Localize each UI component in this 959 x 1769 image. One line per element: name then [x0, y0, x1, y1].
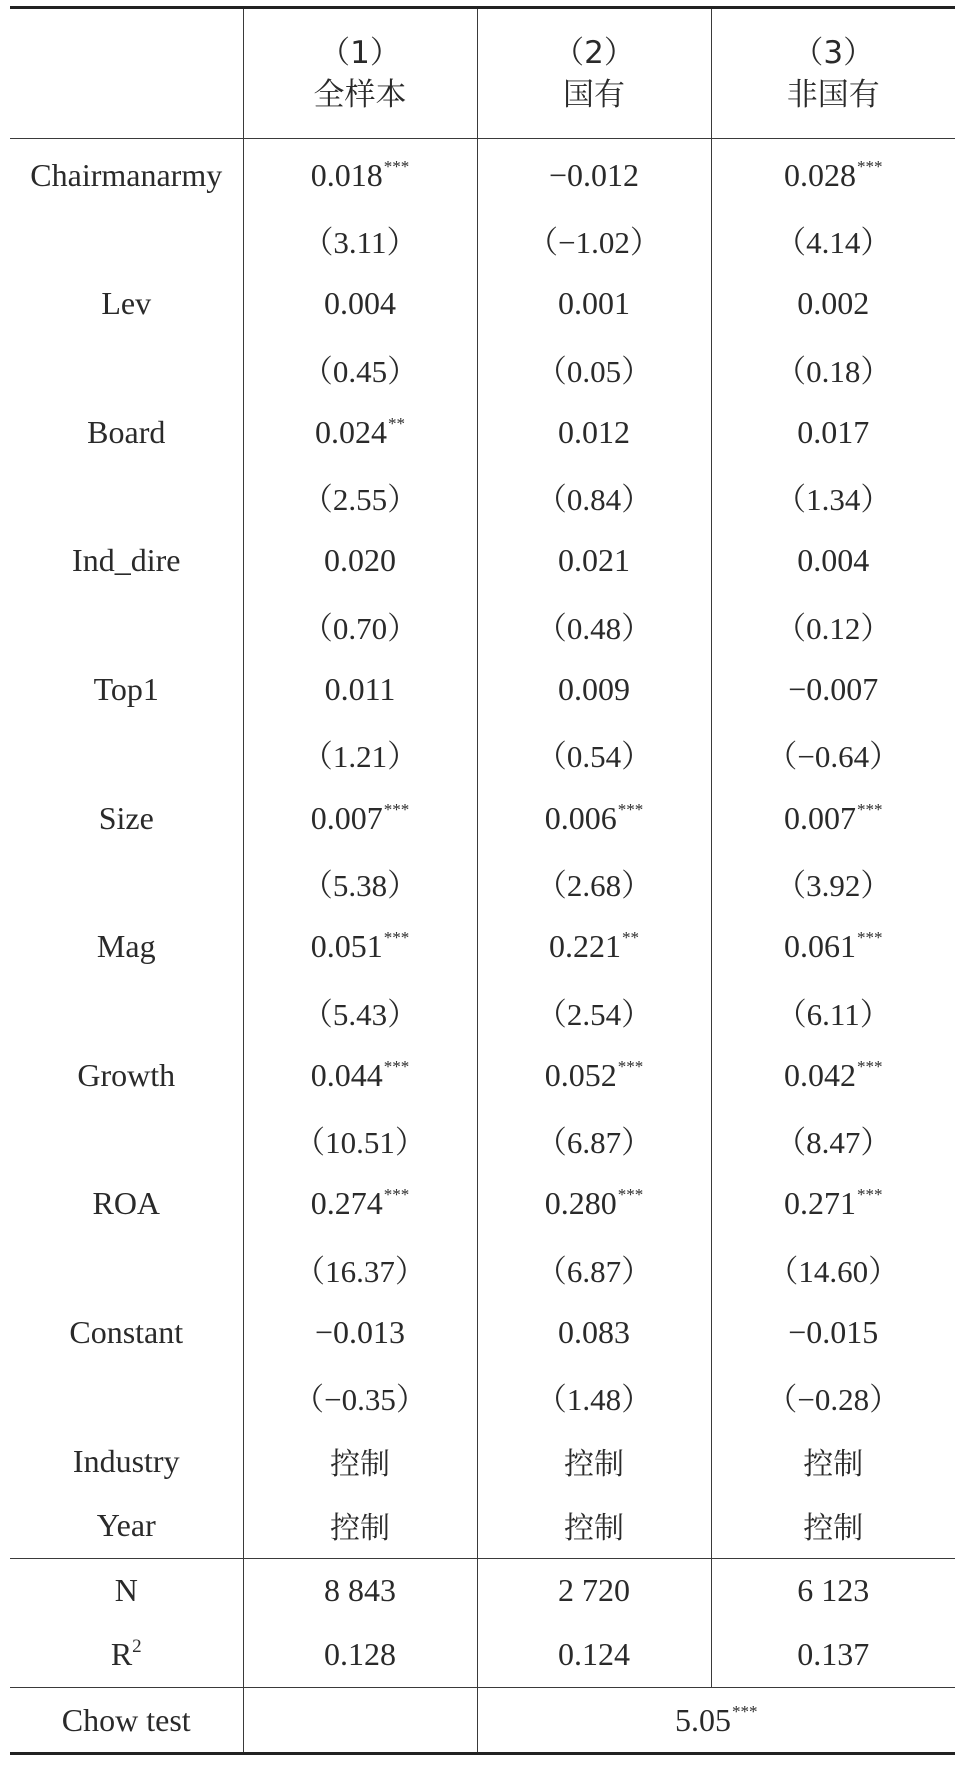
r-squared-cell: 0.137: [711, 1623, 955, 1688]
variable-name: Top1: [93, 671, 159, 708]
header-col-3-number: （3）: [792, 34, 875, 71]
t-stat-row: [10, 979, 955, 1043]
t-stat-row: [10, 1236, 955, 1300]
coef-value: 0.274: [310, 1185, 383, 1222]
coef-row: [10, 272, 955, 336]
coef-row: [10, 400, 955, 464]
t-stat-row: [10, 464, 955, 528]
t-stat-cell: （10.51）: [243, 1107, 477, 1171]
control-status-cell: 控制: [243, 1493, 477, 1558]
coef-value: 0.024: [315, 413, 387, 450]
t-stat-row: [10, 722, 955, 786]
t-stat-label-cell: [10, 979, 243, 1043]
t-stat-cell: （0.12）: [711, 593, 955, 657]
t-stat-cell: （0.84）: [477, 464, 711, 528]
t-stat-cell: （3.92）: [711, 850, 955, 914]
significance-stars: ***: [383, 799, 410, 819]
t-stat-cell: （14.60）: [711, 1236, 955, 1300]
coef-cell: [711, 1172, 955, 1236]
coef-value: 0.021: [558, 542, 630, 579]
coef-cell: [477, 915, 711, 979]
variable-name: Board: [87, 413, 166, 450]
t-stat-cell: （6.11）: [711, 979, 955, 1043]
coef-cell: [711, 657, 955, 721]
observations-cell: 2 720: [477, 1558, 711, 1623]
header-col-1-number: （1）: [319, 34, 401, 71]
coef-cell: [477, 529, 711, 593]
header-col-2-number: （2）: [553, 34, 635, 71]
t-stat-label-cell: [10, 336, 243, 400]
significance-stars: ***: [857, 928, 883, 948]
coef-cell: [711, 1300, 955, 1364]
significance-stars: ***: [857, 156, 883, 176]
t-stat-cell: （0.48）: [477, 593, 711, 657]
regression-table-container: [10, 6, 955, 1755]
coef-cell: [711, 400, 955, 464]
chow-test-row: [10, 1688, 955, 1754]
coef-value: 0.083: [558, 1313, 630, 1350]
coef-cell: [243, 915, 477, 979]
t-stat-label-cell: [10, 593, 243, 657]
coef-cell: [711, 915, 955, 979]
coef-cell: [477, 657, 711, 721]
coef-cell: [711, 529, 955, 593]
control-status-cell: 控制: [243, 1429, 477, 1493]
coef-row: [10, 139, 955, 208]
coef-cell: [477, 272, 711, 336]
t-stat-cell: （2.68）: [477, 850, 711, 914]
coef-cell: [477, 400, 711, 464]
chow-test-value: 5.05: [675, 1701, 731, 1738]
coef-value: 0.044: [310, 1056, 383, 1093]
header-variable-cell: [10, 8, 243, 139]
t-stat-cell: （1.34）: [711, 464, 955, 528]
t-stat-cell: （8.47）: [711, 1107, 955, 1171]
coef-value: 0.271: [784, 1185, 856, 1222]
coef-row: [10, 529, 955, 593]
significance-stars: ***: [857, 1185, 883, 1205]
significance-stars: ***: [617, 799, 644, 819]
variable-name: Chairmanarmy: [30, 156, 223, 193]
variable-name: ROA: [92, 1185, 161, 1222]
regression-table: [10, 6, 955, 1755]
r-squared-cell: 0.124: [477, 1623, 711, 1688]
t-stat-cell: （2.54）: [477, 979, 711, 1043]
coef-cell: [711, 139, 955, 208]
t-stat-row: [10, 1365, 955, 1429]
coef-cell: [243, 400, 477, 464]
t-stat-cell: （−0.28）: [711, 1365, 955, 1429]
observations-row: [10, 1558, 955, 1623]
t-stat-row: [10, 207, 955, 271]
coef-cell: [243, 1172, 477, 1236]
significance-stars: ***: [732, 1701, 758, 1721]
observations-cell: 6 123: [711, 1558, 955, 1623]
t-stat-label-cell: [10, 464, 243, 528]
coef-value: −0.007: [788, 671, 879, 708]
coef-value: 0.004: [797, 542, 870, 579]
significance-stars: **: [622, 928, 639, 948]
header-col-1: [243, 8, 477, 139]
coef-value: 0.042: [784, 1056, 856, 1093]
control-variable-name: Year: [96, 1506, 156, 1543]
significance-stars: ***: [857, 799, 883, 819]
coef-value: 0.020: [324, 542, 396, 579]
coef-value: 0.052: [544, 1056, 617, 1093]
r-squared-label: R: [110, 1636, 133, 1673]
t-stat-cell: （0.70）: [243, 593, 477, 657]
coef-cell: [711, 786, 955, 850]
coef-value: 0.001: [558, 285, 630, 322]
t-stat-cell: （16.37）: [243, 1236, 477, 1300]
coef-value: 0.221: [549, 928, 621, 965]
variable-name: Growth: [77, 1056, 176, 1093]
significance-stars: ***: [383, 1056, 410, 1076]
significance-stars: ***: [617, 1056, 644, 1076]
coef-value: 0.061: [784, 928, 856, 965]
header-col-3: [711, 8, 955, 139]
t-stat-row: [10, 336, 955, 400]
t-stat-cell: （0.54）: [477, 722, 711, 786]
significance-stars: ***: [383, 156, 410, 176]
control-status-cell: 控制: [711, 1493, 955, 1558]
coef-cell: [477, 139, 711, 208]
coef-cell: [243, 139, 477, 208]
control-row: [10, 1429, 955, 1493]
coef-value: 0.002: [797, 285, 870, 322]
control-status-cell: 控制: [711, 1429, 955, 1493]
significance-stars: ***: [383, 1185, 410, 1205]
coef-cell: [477, 1300, 711, 1364]
t-stat-cell: （0.05）: [477, 336, 711, 400]
r-squared-label-cell: [10, 1623, 243, 1688]
t-stat-label-cell: [10, 1107, 243, 1171]
r-squared-row: [10, 1623, 955, 1688]
coef-cell: [243, 1300, 477, 1364]
t-stat-cell: （−1.02）: [477, 207, 711, 271]
variable-name: Mag: [96, 928, 156, 965]
significance-stars: ***: [857, 1056, 883, 1076]
coef-value: 0.011: [324, 671, 396, 708]
coef-value: 0.280: [544, 1185, 617, 1222]
observations-cell: 8 843: [243, 1558, 477, 1623]
chow-test-label: Chow test: [10, 1688, 243, 1754]
coef-value: −0.015: [788, 1313, 879, 1350]
coef-value: 0.007: [784, 799, 856, 836]
t-stat-cell: （−0.64）: [711, 722, 955, 786]
header-col-2: [477, 8, 711, 139]
coef-row: [10, 915, 955, 979]
coef-cell: [477, 786, 711, 850]
control-status-cell: 控制: [477, 1493, 711, 1558]
t-stat-cell: （−0.35）: [243, 1365, 477, 1429]
coef-cell: [711, 1043, 955, 1107]
coef-cell: [243, 272, 477, 336]
t-stat-cell: （4.14）: [711, 207, 955, 271]
header-col-1-label: 全样本: [313, 76, 407, 113]
r-squared-cell: 0.128: [243, 1623, 477, 1688]
t-stat-label-cell: [10, 207, 243, 271]
coef-value: 0.007: [310, 799, 383, 836]
chow-test-value-cell: [477, 1688, 955, 1754]
coef-row: [10, 1300, 955, 1364]
coef-value: −0.013: [314, 1313, 406, 1350]
coef-cell: [243, 529, 477, 593]
header-col-2-label: 国有: [563, 76, 625, 113]
t-stat-row: [10, 1107, 955, 1171]
coef-cell: [711, 272, 955, 336]
coef-value: −0.012: [548, 156, 640, 193]
coef-row: [10, 1172, 955, 1236]
t-stat-label-cell: [10, 1365, 243, 1429]
significance-stars: ***: [617, 1185, 644, 1205]
chow-test-empty-cell: [243, 1688, 477, 1754]
coef-cell: [477, 1172, 711, 1236]
t-stat-cell: （0.45）: [243, 336, 477, 400]
t-stat-row: [10, 850, 955, 914]
coef-value: 0.017: [797, 413, 870, 450]
control-row: [10, 1493, 955, 1558]
t-stat-cell: （6.87）: [477, 1236, 711, 1300]
t-stat-cell: （5.43）: [243, 979, 477, 1043]
coef-value: 0.028: [784, 156, 856, 193]
coef-value: 0.006: [544, 799, 617, 836]
coef-value: 0.018: [310, 156, 383, 193]
t-stat-cell: （6.87）: [477, 1107, 711, 1171]
coef-value: 0.009: [558, 671, 630, 708]
coef-cell: [243, 786, 477, 850]
coef-row: [10, 786, 955, 850]
t-stat-cell: （2.55）: [243, 464, 477, 528]
control-status-cell: 控制: [477, 1429, 711, 1493]
coef-row: [10, 657, 955, 721]
coef-cell: [243, 657, 477, 721]
coef-cell: [477, 1043, 711, 1107]
coef-value: 0.004: [324, 285, 396, 322]
t-stat-cell: （5.38）: [243, 850, 477, 914]
t-stat-row: [10, 593, 955, 657]
t-stat-label-cell: [10, 722, 243, 786]
header-col-3-label: 非国有: [786, 76, 880, 113]
coef-cell: [243, 1043, 477, 1107]
t-stat-cell: （0.18）: [711, 336, 955, 400]
t-stat-cell: （1.48）: [477, 1365, 711, 1429]
variable-name: Size: [98, 799, 154, 836]
significance-stars: ***: [383, 928, 410, 948]
observations-label: N: [10, 1558, 243, 1623]
significance-stars: **: [388, 413, 405, 433]
t-stat-label-cell: [10, 1236, 243, 1300]
coef-value: 0.051: [310, 928, 383, 965]
r-squared-superscript: 2: [132, 1636, 142, 1658]
t-stat-cell: （1.21）: [243, 722, 477, 786]
variable-name: Ind_dire: [72, 542, 181, 579]
t-stat-cell: （3.11）: [243, 207, 477, 271]
variable-name: Lev: [101, 285, 152, 322]
variable-name: Constant: [69, 1313, 184, 1350]
t-stat-label-cell: [10, 850, 243, 914]
coef-row: [10, 1043, 955, 1107]
coef-value: 0.012: [558, 413, 630, 450]
control-variable-name: Industry: [72, 1442, 180, 1479]
header-row: [10, 8, 955, 139]
